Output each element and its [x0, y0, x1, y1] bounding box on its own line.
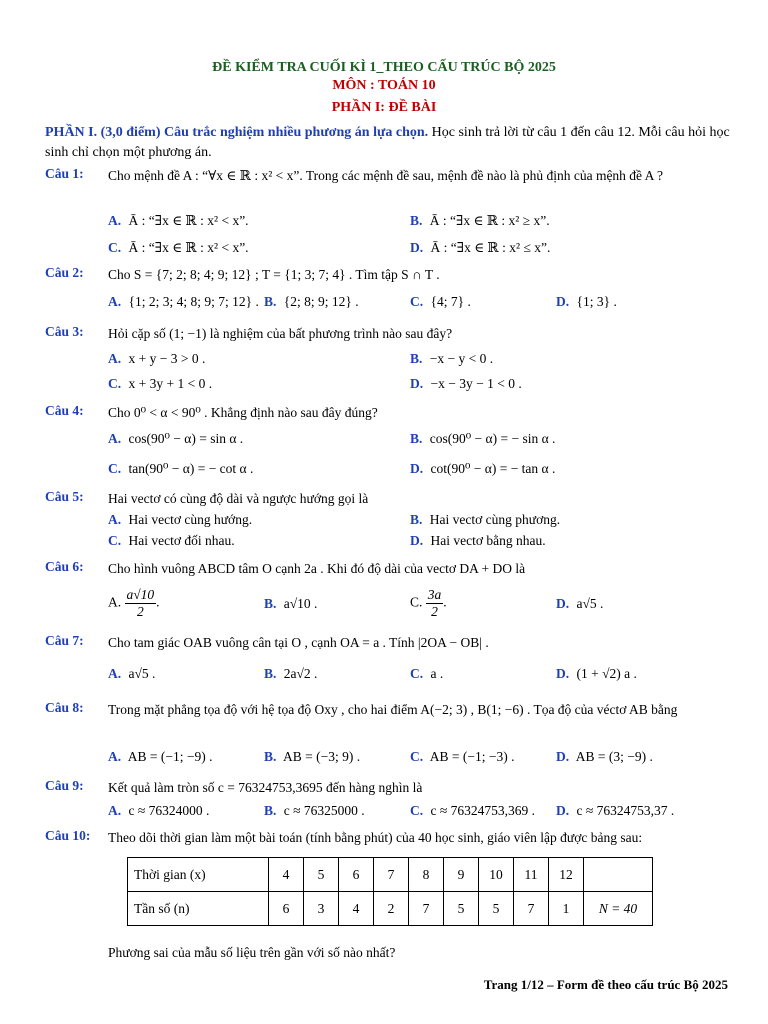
table-cell-empty: [584, 858, 653, 892]
option-a[interactable]: A. Hai vectơ cùng hướng.: [108, 512, 253, 527]
page-footer: Trang 1/12 – Form đề theo cấu trúc Bộ 2025: [483, 977, 728, 992]
question-text: Trong mặt phẳng tọa độ với hệ tọa độ Oxy , cho hai điểm A(−2; 3) , B(1; −6) . Tọa độ của véctơ AB bằng: [108, 702, 678, 717]
option-letter-mark: B.: [410, 431, 423, 446]
part-intro-highlight: PHẦN I. (3,0 điểm) Câu trắc nghiệm nhiều phương án lựa chọn.: [45, 125, 429, 140]
option-d[interactable]: D. cot(90⁰ − α) = − tan α .: [410, 461, 556, 476]
option-b[interactable]: B. c ≈ 76325000 .: [264, 803, 365, 818]
question-label: Câu 4:: [45, 403, 84, 418]
option-a[interactable]: A. $\frac{a√10}{2}$ .: [108, 587, 160, 619]
option-letter-mark: A.: [108, 213, 122, 228]
option-a[interactable]: A. c ≈ 76324000 .: [108, 803, 210, 818]
table-cell: 7: [374, 858, 409, 892]
question-label: Câu 3:: [45, 324, 84, 339]
table-cell: 10: [479, 858, 514, 892]
option-c[interactable]: C. Ā : “∃x ∈ ℝ : x² < x”.: [108, 240, 249, 255]
exam-title: ĐỀ KIỂM TRA CUỐI KÌ 1_THEO CẤU TRÚC BỘ 2025: [212, 60, 556, 75]
table-cell: 7: [409, 892, 444, 926]
question-text: Cho tam giác OAB vuông cân tại O , cạnh OA = a . Tính |2OA − OB| .: [108, 635, 489, 650]
option-a[interactable]: A. x + y − 3 > 0 .: [108, 351, 206, 366]
option-letter-mark: C.: [410, 749, 424, 764]
option-b[interactable]: B. 2a√2 .: [264, 666, 318, 681]
option-b[interactable]: B. cos(90⁰ − α) = − sin α .: [410, 431, 556, 446]
option-a[interactable]: A. AB = (−1; −9) .: [108, 749, 213, 764]
table-cell: 3: [304, 892, 339, 926]
table-cell: 6: [339, 858, 374, 892]
option-c[interactable]: C. c ≈ 76324753,369 .: [410, 803, 536, 818]
option-d[interactable]: D. AB = (3; −9) .: [556, 749, 653, 764]
question-text: Kết quả làm tròn số c = 76324753,3695 đến hàng nghìn là: [108, 780, 423, 795]
option-letter-mark: D.: [556, 596, 570, 611]
option-c[interactable]: C. AB = (−1; −3) .: [410, 749, 515, 764]
part-intro-text: Học sinh trả lời từ câu 1 đến câu 12. Mỗi câu hỏi học sinh chỉ chọn một phương án.: [45, 125, 730, 160]
fraction-denominator: 2: [431, 604, 438, 619]
question-label: Câu 8:: [45, 700, 84, 715]
option-letter-mark: D.: [410, 461, 424, 476]
option-c[interactable]: C. a .: [410, 666, 444, 681]
option-letter-mark: D.: [556, 666, 570, 681]
option-letter-mark: C.: [410, 666, 424, 681]
option-d[interactable]: D. Ā : “∃x ∈ ℝ : x² ≤ x”.: [410, 240, 551, 255]
question-label: Câu 7:: [45, 633, 84, 648]
option-letter-mark: A.: [108, 803, 122, 818]
option-c[interactable]: C. tan(90⁰ − α) = − cot α .: [108, 461, 254, 476]
question-followup: Phương sai của mẫu số liệu trên gần với số nào nhất?: [108, 945, 396, 960]
option-d[interactable]: D. a√5 .: [556, 596, 604, 611]
table-total: N = 40: [584, 892, 653, 926]
option-a[interactable]: A. cos(90⁰ − α) = sin α .: [108, 431, 244, 446]
table-cell: 2: [374, 892, 409, 926]
option-letter-mark: D.: [556, 803, 570, 818]
table-cell: 7: [514, 892, 549, 926]
table-row: [128, 892, 653, 926]
table-cell: 9: [444, 858, 479, 892]
option-b[interactable]: B. Hai vectơ cùng phương.: [410, 512, 561, 527]
option-letter-mark: B.: [264, 294, 277, 309]
option-letter-mark: C.: [108, 461, 122, 476]
option-letter-mark: C.: [108, 533, 122, 548]
option-letter-mark: A.: [108, 749, 122, 764]
fraction-numerator: 3a: [427, 587, 442, 602]
option-b[interactable]: B. −x − y < 0 .: [410, 351, 494, 366]
option-b[interactable]: B. a√10 .: [264, 596, 318, 611]
frequency-table: [127, 857, 653, 926]
option-a[interactable]: A. {1; 2; 3; 4; 8; 9; 7; 12} .: [108, 294, 259, 309]
option-letter-mark: D.: [410, 376, 424, 391]
question-text: Cho 0⁰ < α < 90⁰ . Khẳng định nào sau đây đúng?: [108, 405, 378, 420]
option-letter-mark: C.: [410, 294, 424, 309]
option-letter-mark: B.: [264, 749, 277, 764]
option-c[interactable]: C. x + 3y + 1 < 0 .: [108, 376, 213, 391]
fraction: [426, 587, 444, 620]
option-letter-mark: A.: [108, 666, 122, 681]
option-letter-mark: B.: [264, 666, 277, 681]
option-c[interactable]: C. {4; 7} .: [410, 294, 471, 309]
table-cell: 5: [444, 892, 479, 926]
option-d[interactable]: D. (1 + √2) a .: [556, 666, 637, 681]
part-intro: [45, 123, 733, 163]
option-b[interactable]: B. Ā : “∃x ∈ ℝ : x² ≥ x”.: [410, 213, 550, 228]
question-text: Cho mệnh đề A : “∀x ∈ ℝ : x² < x”. Trong các mệnh đề sau, mệnh đề nào là phủ định của mệnh đề A ?: [108, 168, 664, 183]
option-letter-mark: A.: [108, 351, 122, 366]
option-b[interactable]: B. {2; 8; 9; 12} .: [264, 294, 359, 309]
subject-title: MÔN : TOÁN 10: [332, 78, 436, 93]
option-letter-mark: C.: [410, 803, 424, 818]
question-text: Hai vectơ có cùng độ dài và ngược hướng gọi là: [108, 491, 369, 506]
table-cell: 4: [269, 858, 304, 892]
table-cell: 5: [304, 858, 339, 892]
option-letter-mark: B.: [264, 803, 277, 818]
option-d[interactable]: D. c ≈ 76324753,37 .: [556, 803, 675, 818]
option-a[interactable]: A. a√5 .: [108, 666, 156, 681]
question-text: Theo dõi thời gian làm một bài toán (tính bằng phút) của 40 học sinh, giáo viên lập được bảng sau:: [108, 830, 643, 845]
table-row: [128, 858, 653, 892]
table-cell: 11: [514, 858, 549, 892]
table-cell: 12: [549, 858, 584, 892]
option-d[interactable]: D. −x − 3y − 1 < 0 .: [410, 376, 522, 391]
question-label: Câu 10:: [45, 828, 91, 843]
table-cell: 6: [269, 892, 304, 926]
table-cell: 1: [549, 892, 584, 926]
option-letter: A.: [108, 594, 122, 610]
table-cell: 8: [409, 858, 444, 892]
option-letter-mark: B.: [410, 351, 423, 366]
option-letter-mark: D.: [556, 294, 570, 309]
option-letter-mark: A.: [108, 431, 122, 446]
option-letter-mark: D.: [556, 749, 570, 764]
table-cell: 4: [339, 892, 374, 926]
fraction-denominator: 2: [136, 604, 144, 619]
option-letter-mark: A.: [108, 294, 122, 309]
option-letter-mark: C.: [108, 376, 122, 391]
option-letter-mark: B.: [410, 213, 423, 228]
question-text: Cho S = {7; 2; 8; 4; 9; 12} ; T = {1; 3; 7; 4} . Tìm tập S ∩ T .: [108, 267, 440, 282]
option-d[interactable]: D. Hai vectơ bằng nhau.: [410, 533, 546, 548]
option-letter-mark: D.: [410, 533, 424, 548]
fraction-numerator: a√10: [126, 587, 155, 602]
question-label: Câu 5:: [45, 489, 84, 504]
option-b[interactable]: B. AB = (−3; 9) .: [264, 749, 361, 764]
question-label: Câu 2:: [45, 265, 84, 280]
table-row-label: Tần số (n): [128, 892, 269, 926]
question-label: Câu 1:: [45, 166, 84, 181]
question-label: Câu 9:: [45, 778, 84, 793]
option-c[interactable]: C. Hai vectơ đối nhau.: [108, 533, 235, 548]
part-title: PHẦN I: ĐỀ BÀI: [331, 100, 437, 115]
question-text: Cho hình vuông ABCD tâm O cạnh 2a . Khi đó độ dài của vectơ DA + DO là: [108, 561, 526, 576]
option-letter-mark: C.: [108, 240, 122, 255]
option-letter-mark: B.: [410, 512, 423, 527]
option-a[interactable]: A. Ā : “∃x ∈ ℝ : x² < x”.: [108, 213, 249, 228]
question-text: Hỏi cặp số (1; −1) là nghiệm của bất phương trình nào sau đây?: [108, 326, 453, 341]
table-row-label: Thời gian (x): [128, 858, 269, 892]
fraction: [125, 587, 157, 620]
question-label: Câu 6:: [45, 559, 84, 574]
option-letter: C.: [410, 594, 423, 610]
option-d[interactable]: D. {1; 3} .: [556, 294, 617, 309]
option-letter-mark: D.: [410, 240, 424, 255]
option-letter-mark: A.: [108, 512, 122, 527]
option-letter-mark: B.: [264, 596, 277, 611]
table-cell: 5: [479, 892, 514, 926]
option-c[interactable]: C. $\frac{3a}{2}$ .: [410, 587, 447, 619]
